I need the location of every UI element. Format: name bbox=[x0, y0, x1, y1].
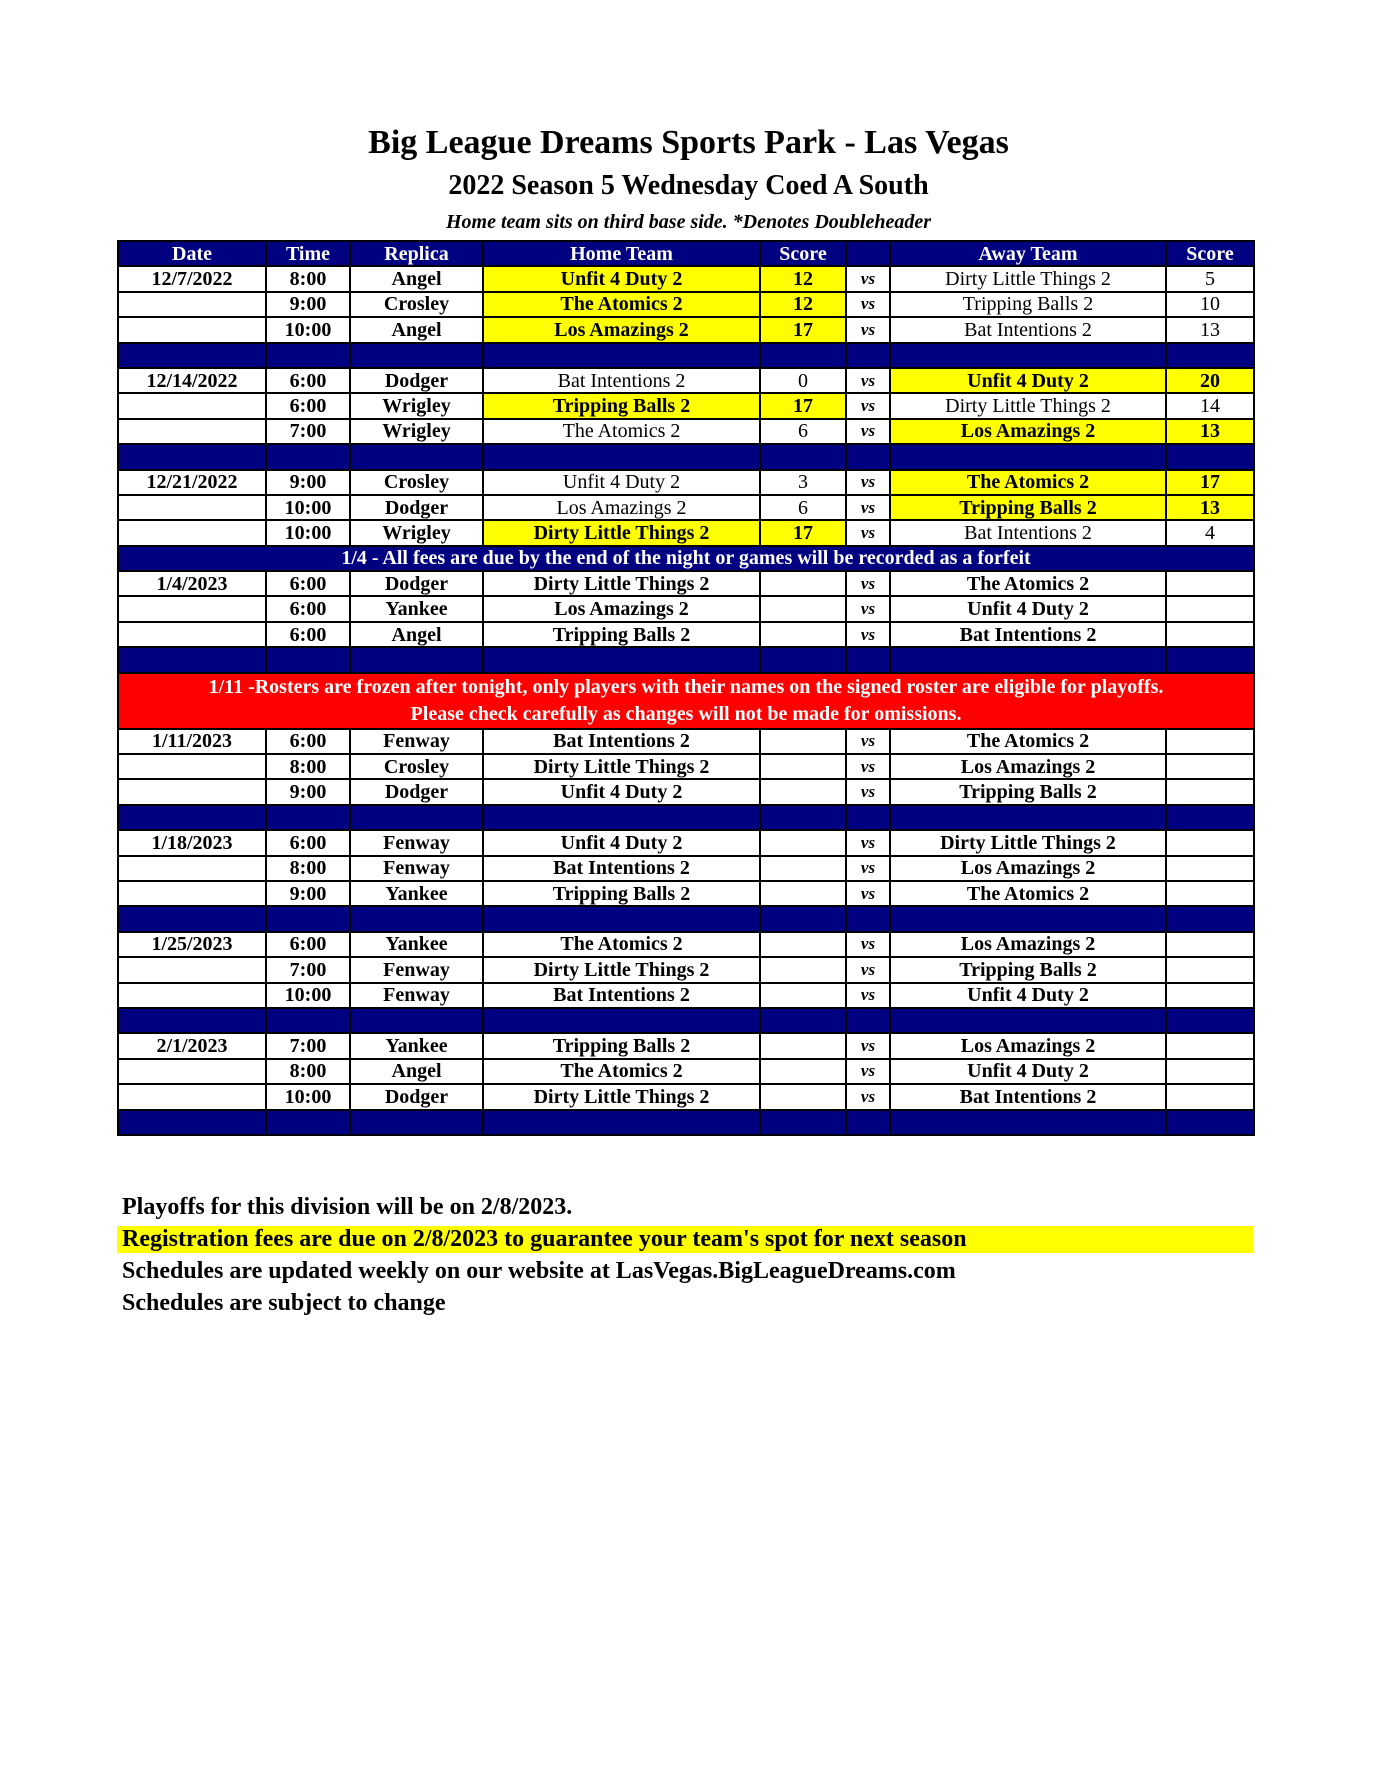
home-score-cell: 17 bbox=[760, 520, 846, 545]
table-row bbox=[118, 622, 1254, 647]
vs-cell: vs bbox=[846, 932, 890, 957]
table-row bbox=[118, 266, 1254, 291]
vs-cell: vs bbox=[846, 292, 890, 317]
fees-notice-row bbox=[118, 546, 1254, 571]
date-cell: 2/1/2023 bbox=[118, 1033, 266, 1058]
replica-cell: Yankee bbox=[350, 881, 483, 906]
home-score-cell bbox=[760, 881, 846, 906]
away-score-cell bbox=[1166, 754, 1254, 779]
replica-cell: Angel bbox=[350, 622, 483, 647]
away-score-cell bbox=[1166, 881, 1254, 906]
home-team-cell: Unfit 4 Duty 2 bbox=[483, 830, 760, 855]
table-row bbox=[118, 983, 1254, 1008]
replica-cell: Fenway bbox=[350, 856, 483, 881]
replica-cell: Dodger bbox=[350, 1084, 483, 1109]
time-cell: 8:00 bbox=[266, 1059, 350, 1084]
vs-cell: vs bbox=[846, 368, 890, 393]
table-row bbox=[118, 368, 1254, 393]
home-team-cell: Dirty Little Things 2 bbox=[483, 571, 760, 596]
away-score-cell: 14 bbox=[1166, 393, 1254, 418]
home-score-cell bbox=[760, 932, 846, 957]
home-team-cell: Dirty Little Things 2 bbox=[483, 754, 760, 779]
col-away-team: Away Team bbox=[890, 241, 1166, 266]
vs-cell: vs bbox=[846, 779, 890, 804]
away-score-cell bbox=[1166, 932, 1254, 957]
vs-cell: vs bbox=[846, 983, 890, 1008]
table-row bbox=[118, 520, 1254, 545]
away-score-cell bbox=[1166, 596, 1254, 621]
date-cell bbox=[118, 779, 266, 804]
home-team-cell: The Atomics 2 bbox=[483, 932, 760, 957]
away-team-cell: The Atomics 2 bbox=[890, 881, 1166, 906]
replica-cell: Fenway bbox=[350, 983, 483, 1008]
table-row bbox=[118, 932, 1254, 957]
away-score-cell bbox=[1166, 622, 1254, 647]
time-cell: 8:00 bbox=[266, 856, 350, 881]
home-team-cell: The Atomics 2 bbox=[483, 1059, 760, 1084]
home-score-cell: 0 bbox=[760, 368, 846, 393]
table-row bbox=[118, 1033, 1254, 1058]
vs-cell: vs bbox=[846, 957, 890, 982]
vs-cell: vs bbox=[846, 520, 890, 545]
subject-to-change-note: Schedules are subject to change bbox=[122, 1290, 446, 1316]
vs-cell: vs bbox=[846, 856, 890, 881]
away-score-cell bbox=[1166, 856, 1254, 881]
time-cell: 6:00 bbox=[266, 729, 350, 754]
playoffs-note: Playoffs for this division will be on 2/8/2023. bbox=[122, 1194, 573, 1220]
home-score-cell bbox=[760, 957, 846, 982]
away-team-cell: Bat Intentions 2 bbox=[890, 520, 1166, 545]
time-cell: 6:00 bbox=[266, 368, 350, 393]
table-row bbox=[118, 1084, 1254, 1109]
date-cell bbox=[118, 1084, 266, 1109]
date-cell: 1/11/2023 bbox=[118, 729, 266, 754]
table-row bbox=[118, 596, 1254, 621]
schedule-table bbox=[117, 240, 1255, 1136]
date-cell bbox=[118, 393, 266, 418]
table-row bbox=[118, 856, 1254, 881]
home-team-cell: Dirty Little Things 2 bbox=[483, 520, 760, 545]
replica-cell: Dodger bbox=[350, 368, 483, 393]
col-vs bbox=[846, 241, 890, 266]
col-date: Date bbox=[118, 241, 266, 266]
date-cell bbox=[118, 596, 266, 621]
rosters-notice bbox=[118, 673, 1254, 729]
away-score-cell bbox=[1166, 830, 1254, 855]
home-team-cell: The Atomics 2 bbox=[483, 292, 760, 317]
time-cell: 9:00 bbox=[266, 779, 350, 804]
away-team-cell: The Atomics 2 bbox=[890, 470, 1166, 495]
replica-cell: Angel bbox=[350, 266, 483, 291]
rosters-notice-line2: Please check carefully as changes will not be made for omissions. bbox=[410, 702, 962, 725]
home-team-cell: Los Amazings 2 bbox=[483, 596, 760, 621]
away-team-cell: Los Amazings 2 bbox=[890, 754, 1166, 779]
time-cell: 7:00 bbox=[266, 419, 350, 444]
col-away-score: Score bbox=[1166, 241, 1254, 266]
away-team-cell: The Atomics 2 bbox=[890, 729, 1166, 754]
date-cell bbox=[118, 856, 266, 881]
home-team-cell: The Atomics 2 bbox=[483, 419, 760, 444]
time-cell: 10:00 bbox=[266, 317, 350, 342]
vs-cell: vs bbox=[846, 470, 890, 495]
home-score-cell bbox=[760, 779, 846, 804]
home-team-cell: Tripping Balls 2 bbox=[483, 622, 760, 647]
replica-cell: Crosley bbox=[350, 470, 483, 495]
home-team-cell: Tripping Balls 2 bbox=[483, 1033, 760, 1058]
home-team-cell: Bat Intentions 2 bbox=[483, 729, 760, 754]
vs-cell: vs bbox=[846, 1059, 890, 1084]
date-cell: 12/21/2022 bbox=[118, 470, 266, 495]
separator-row bbox=[118, 647, 1254, 672]
home-score-cell bbox=[760, 1033, 846, 1058]
date-cell bbox=[118, 317, 266, 342]
table-row bbox=[118, 571, 1254, 596]
away-score-cell bbox=[1166, 1033, 1254, 1058]
home-team-cell: Unfit 4 Duty 2 bbox=[483, 470, 760, 495]
table-row bbox=[118, 393, 1254, 418]
date-cell bbox=[118, 622, 266, 647]
home-team-cell: Dirty Little Things 2 bbox=[483, 957, 760, 982]
time-cell: 6:00 bbox=[266, 596, 350, 621]
replica-cell: Yankee bbox=[350, 932, 483, 957]
time-cell: 6:00 bbox=[266, 571, 350, 596]
replica-cell: Crosley bbox=[350, 754, 483, 779]
replica-cell: Yankee bbox=[350, 1033, 483, 1058]
replica-cell: Fenway bbox=[350, 729, 483, 754]
vs-cell: vs bbox=[846, 571, 890, 596]
away-score-cell bbox=[1166, 571, 1254, 596]
time-cell: 7:00 bbox=[266, 957, 350, 982]
away-score-cell: 13 bbox=[1166, 317, 1254, 342]
registration-note: Registration fees are due on 2/8/2023 to guarantee your team's spot for next season bbox=[117, 1226, 1253, 1253]
away-score-cell bbox=[1166, 1059, 1254, 1084]
home-score-cell: 6 bbox=[760, 419, 846, 444]
col-home-team: Home Team bbox=[483, 241, 760, 266]
date-cell: 1/4/2023 bbox=[118, 571, 266, 596]
table-row bbox=[118, 419, 1254, 444]
home-team-cell: Unfit 4 Duty 2 bbox=[483, 266, 760, 291]
away-team-cell: Dirty Little Things 2 bbox=[890, 393, 1166, 418]
away-team-cell: Bat Intentions 2 bbox=[890, 1084, 1166, 1109]
date-cell bbox=[118, 1059, 266, 1084]
date-cell bbox=[118, 419, 266, 444]
separator-row bbox=[118, 906, 1254, 931]
home-team-cell: Bat Intentions 2 bbox=[483, 856, 760, 881]
time-cell: 10:00 bbox=[266, 1084, 350, 1109]
away-team-cell: Los Amazings 2 bbox=[890, 932, 1166, 957]
rosters-notice-line1: 1/11 -Rosters are frozen after tonight, only players with their names on the signed roster are eligible for playoffs. bbox=[208, 675, 1164, 698]
table-row bbox=[118, 957, 1254, 982]
away-score-cell: 13 bbox=[1166, 495, 1254, 520]
time-cell: 9:00 bbox=[266, 292, 350, 317]
replica-cell: Angel bbox=[350, 317, 483, 342]
home-team-cell: Tripping Balls 2 bbox=[483, 393, 760, 418]
table-row bbox=[118, 1059, 1254, 1084]
date-cell bbox=[118, 983, 266, 1008]
home-team-cell: Los Amazings 2 bbox=[483, 495, 760, 520]
replica-cell: Angel bbox=[350, 1059, 483, 1084]
replica-cell: Fenway bbox=[350, 830, 483, 855]
separator-row bbox=[118, 1110, 1254, 1135]
date-cell bbox=[118, 292, 266, 317]
home-score-cell bbox=[760, 1059, 846, 1084]
table-row bbox=[118, 292, 1254, 317]
away-score-cell bbox=[1166, 729, 1254, 754]
vs-cell: vs bbox=[846, 729, 890, 754]
table-row bbox=[118, 495, 1254, 520]
replica-cell: Dodger bbox=[350, 571, 483, 596]
table-row bbox=[118, 317, 1254, 342]
vs-cell: vs bbox=[846, 596, 890, 621]
home-score-cell: 12 bbox=[760, 266, 846, 291]
replica-cell: Wrigley bbox=[350, 419, 483, 444]
vs-cell: vs bbox=[846, 393, 890, 418]
home-score-cell bbox=[760, 596, 846, 621]
time-cell: 7:00 bbox=[266, 1033, 350, 1058]
replica-cell: Crosley bbox=[350, 292, 483, 317]
page-subtitle: 2022 Season 5 Wednesday Coed A South bbox=[448, 170, 929, 201]
replica-cell: Dodger bbox=[350, 495, 483, 520]
table-row bbox=[118, 881, 1254, 906]
separator-row bbox=[118, 444, 1254, 469]
time-cell: 6:00 bbox=[266, 622, 350, 647]
away-score-cell bbox=[1166, 1084, 1254, 1109]
date-cell: 12/14/2022 bbox=[118, 368, 266, 393]
home-score-cell bbox=[760, 983, 846, 1008]
vs-cell: vs bbox=[846, 266, 890, 291]
date-cell bbox=[118, 520, 266, 545]
home-score-cell: 17 bbox=[760, 317, 846, 342]
table-row bbox=[118, 779, 1254, 804]
home-team-cell: Los Amazings 2 bbox=[483, 317, 760, 342]
home-score-cell bbox=[760, 830, 846, 855]
vs-cell: vs bbox=[846, 754, 890, 779]
home-team-cell: Tripping Balls 2 bbox=[483, 881, 760, 906]
time-cell: 10:00 bbox=[266, 495, 350, 520]
away-team-cell: Bat Intentions 2 bbox=[890, 622, 1166, 647]
page-title: Big League Dreams Sports Park - Las Vegas bbox=[368, 124, 1009, 161]
date-cell bbox=[118, 495, 266, 520]
away-team-cell: Unfit 4 Duty 2 bbox=[890, 1059, 1166, 1084]
home-score-cell: 6 bbox=[760, 495, 846, 520]
away-team-cell: Tripping Balls 2 bbox=[890, 957, 1166, 982]
away-team-cell: Tripping Balls 2 bbox=[890, 495, 1166, 520]
away-score-cell: 17 bbox=[1166, 470, 1254, 495]
website-note: Schedules are updated weekly on our website at LasVegas.BigLeagueDreams.com bbox=[122, 1258, 956, 1284]
away-team-cell: Dirty Little Things 2 bbox=[890, 830, 1166, 855]
header-row bbox=[118, 241, 1254, 266]
time-cell: 6:00 bbox=[266, 830, 350, 855]
vs-cell: vs bbox=[846, 495, 890, 520]
vs-cell: vs bbox=[846, 1084, 890, 1109]
home-score-cell bbox=[760, 856, 846, 881]
date-cell: 1/18/2023 bbox=[118, 830, 266, 855]
home-score-cell bbox=[760, 754, 846, 779]
away-score-cell: 5 bbox=[1166, 266, 1254, 291]
vs-cell: vs bbox=[846, 830, 890, 855]
away-score-cell: 13 bbox=[1166, 419, 1254, 444]
home-team-cell: Bat Intentions 2 bbox=[483, 983, 760, 1008]
replica-cell: Wrigley bbox=[350, 393, 483, 418]
vs-cell: vs bbox=[846, 317, 890, 342]
date-cell bbox=[118, 881, 266, 906]
away-team-cell: The Atomics 2 bbox=[890, 571, 1166, 596]
replica-cell: Fenway bbox=[350, 957, 483, 982]
vs-cell: vs bbox=[846, 1033, 890, 1058]
home-team-cell: Dirty Little Things 2 bbox=[483, 1084, 760, 1109]
away-team-cell: Tripping Balls 2 bbox=[890, 292, 1166, 317]
home-score-cell bbox=[760, 622, 846, 647]
col-home-score: Score bbox=[760, 241, 846, 266]
time-cell: 10:00 bbox=[266, 983, 350, 1008]
home-score-cell bbox=[760, 571, 846, 596]
home-score-cell: 17 bbox=[760, 393, 846, 418]
home-score-cell: 12 bbox=[760, 292, 846, 317]
date-cell: 12/7/2022 bbox=[118, 266, 266, 291]
date-cell: 1/25/2023 bbox=[118, 932, 266, 957]
away-team-cell: Los Amazings 2 bbox=[890, 419, 1166, 444]
time-cell: 9:00 bbox=[266, 881, 350, 906]
away-team-cell: Tripping Balls 2 bbox=[890, 779, 1166, 804]
home-score-cell bbox=[760, 729, 846, 754]
home-team-cell: Unfit 4 Duty 2 bbox=[483, 779, 760, 804]
away-team-cell: Unfit 4 Duty 2 bbox=[890, 983, 1166, 1008]
time-cell: 6:00 bbox=[266, 393, 350, 418]
away-score-cell: 20 bbox=[1166, 368, 1254, 393]
rosters-notice-row bbox=[118, 673, 1254, 729]
away-team-cell: Dirty Little Things 2 bbox=[890, 266, 1166, 291]
away-score-cell bbox=[1166, 779, 1254, 804]
date-cell bbox=[118, 957, 266, 982]
col-replica: Replica bbox=[350, 241, 483, 266]
time-cell: 8:00 bbox=[266, 754, 350, 779]
separator-row bbox=[118, 343, 1254, 368]
away-score-cell: 10 bbox=[1166, 292, 1254, 317]
home-score-cell bbox=[760, 1084, 846, 1109]
away-team-cell: Unfit 4 Duty 2 bbox=[890, 368, 1166, 393]
home-score-cell: 3 bbox=[760, 470, 846, 495]
separator-row bbox=[118, 805, 1254, 830]
vs-cell: vs bbox=[846, 419, 890, 444]
separator-row bbox=[118, 1008, 1254, 1033]
home-team-cell: Bat Intentions 2 bbox=[483, 368, 760, 393]
col-time: Time bbox=[266, 241, 350, 266]
away-score-cell: 4 bbox=[1166, 520, 1254, 545]
table-row bbox=[118, 830, 1254, 855]
vs-cell: vs bbox=[846, 881, 890, 906]
table-row bbox=[118, 754, 1254, 779]
date-cell bbox=[118, 754, 266, 779]
away-team-cell: Bat Intentions 2 bbox=[890, 317, 1166, 342]
fees-notice: 1/4 - All fees are due by the end of the night or games will be recorded as a forfeit bbox=[118, 546, 1254, 571]
table-row bbox=[118, 470, 1254, 495]
time-cell: 10:00 bbox=[266, 520, 350, 545]
away-team-cell: Los Amazings 2 bbox=[890, 1033, 1166, 1058]
time-cell: 9:00 bbox=[266, 470, 350, 495]
replica-cell: Dodger bbox=[350, 779, 483, 804]
replica-cell: Wrigley bbox=[350, 520, 483, 545]
time-cell: 6:00 bbox=[266, 932, 350, 957]
away-score-cell bbox=[1166, 983, 1254, 1008]
vs-cell: vs bbox=[846, 622, 890, 647]
home-team-note: Home team sits on third base side. *Denotes Doubleheader bbox=[446, 211, 931, 233]
away-score-cell bbox=[1166, 957, 1254, 982]
replica-cell: Yankee bbox=[350, 596, 483, 621]
away-team-cell: Los Amazings 2 bbox=[890, 856, 1166, 881]
time-cell: 8:00 bbox=[266, 266, 350, 291]
table-row bbox=[118, 729, 1254, 754]
away-team-cell: Unfit 4 Duty 2 bbox=[890, 596, 1166, 621]
